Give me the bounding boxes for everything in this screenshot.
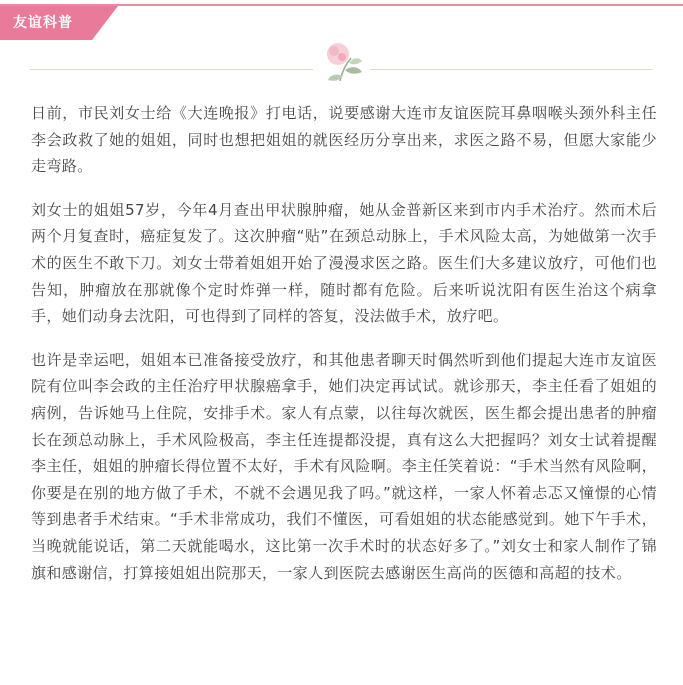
- article-paragraph-1: 日前，市民刘女士给《大连晚报》打电话，说要感谢大连市友谊医院耳鼻咽喉头颈外科主任李会政救了她的姐姐，同时也想把姐姐的就医经历分享出来，求医之路不易，但愿大家能少走弯路。: [31, 104, 657, 176]
- article-body: [31, 100, 657, 603]
- article-paragraph-2: 刘女士的姐姐57岁，今年4月查出甲状腺肿瘤，她从金普新区来到市内手术治疗。然而术后两个月复查时，癌症复发了。这次肿瘤“贴”在颈总动脉上，手术风险太高，为她做第一次手术的医生不敢下刀。刘女士带着姐姐开始了漫漫求医之路。医生们大多建议放疗，可他们也告知，肿瘤放在那就像个定时炸弹一样，随时都有危险。后来听说沈阳有医生治这个病拿手，她们动身去沈阳，可也得到了同样的答复，没法做手术，放疗吧。: [31, 200, 657, 326]
- divider-line-left: [30, 69, 313, 70]
- flower-icon: [318, 42, 366, 84]
- divider-line-right: [370, 69, 653, 70]
- section-tag: [0, 6, 118, 40]
- section-tag-label: 友谊科普: [13, 15, 73, 31]
- article-paragraph-3: 也许是幸运吧，姐姐本已准备接受放疗，和其他患者聊天时偶然听到他们提起大连市友谊医院有位叫李会政的主任治疗甲状腺癌拿手，她们决定再试试。就诊那天，李主任看了姐姐的病例，告诉她马上住院，安排手术。家人有点蒙，以往每次就医，医生都会提出患者的肿瘤长在颈总动脉上，手术风险极高，李主任连提都没提，真有这么大把握吗？刘女士试着提醒李主任，姐姐的肿瘤长得位置不太好，手术有风险啊。李主任笑着说：“手术当然有风险啊，你要是在别的地方做了手术，不就不会遇见我了吗。”就这样，一家人怀着忐忑又憧憬的心情等到患者手术结束。“手术非常成功，我们不懂医，可看姐姐的状态能感觉到。她下午手术，当晚就能说话，第二天就能喝水，这比第一次手术时的状态好多了。”刘女士和家人制作了锦旗和感谢信，打算接姐姐出院那天，一家人到医院去感谢医生高尚的医德和高超的技术。: [31, 350, 657, 582]
